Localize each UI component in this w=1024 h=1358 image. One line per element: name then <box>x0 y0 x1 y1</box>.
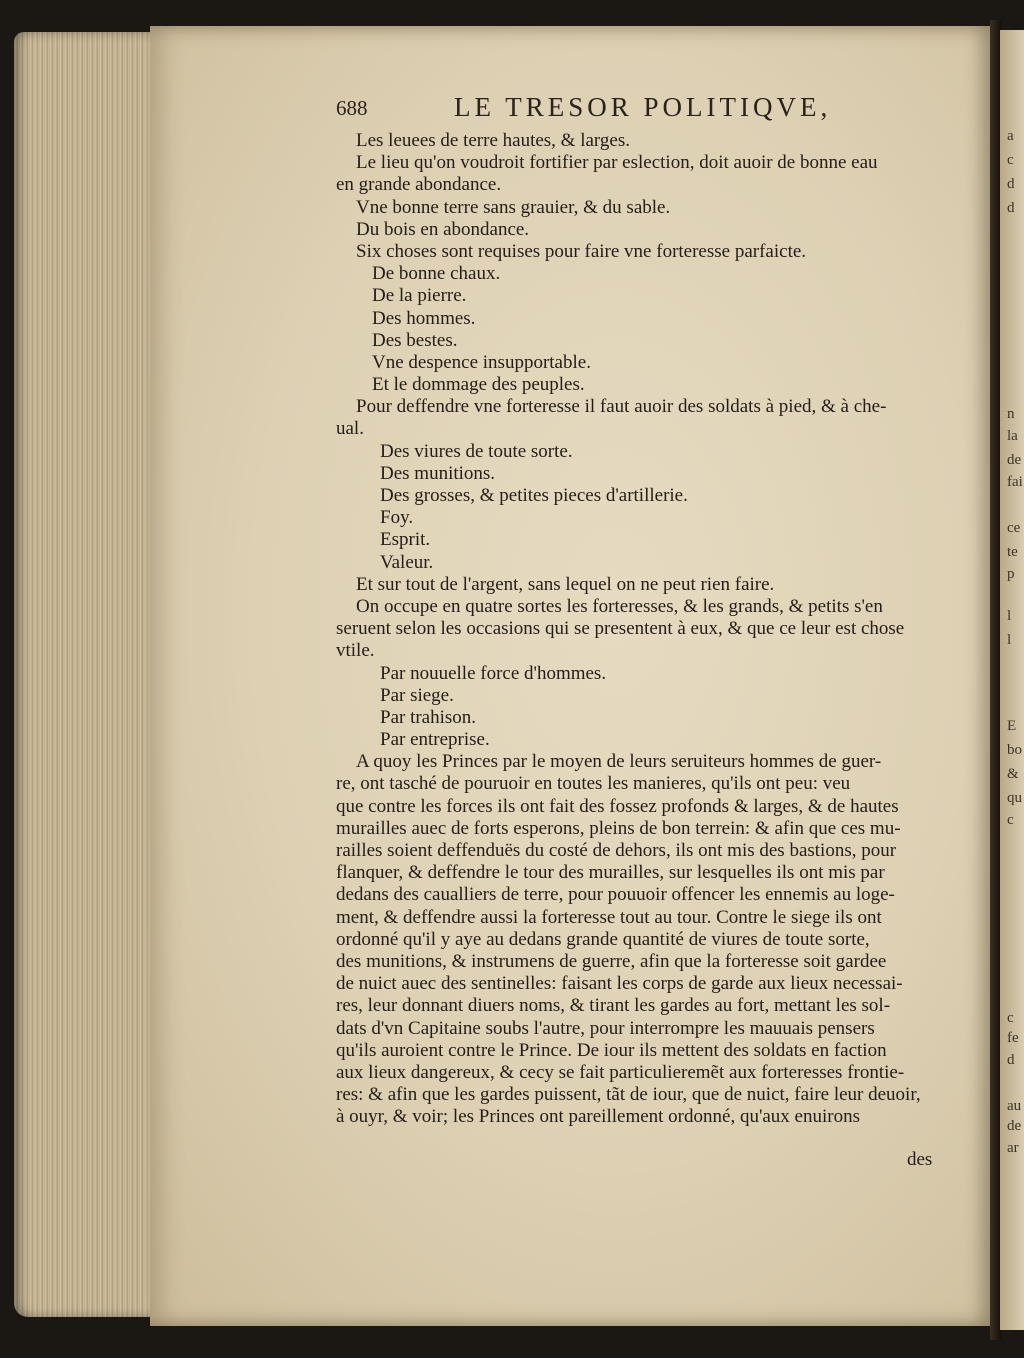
facing-page-fragment: & <box>1007 766 1019 782</box>
text-line: Vne despence insupportable. <box>372 351 591 373</box>
text-line: en grande abondance. <box>336 174 502 196</box>
text-line: re, ont tasché de pouruoir en toutes les manieres, qu'ils ont peu: veu <box>336 773 851 795</box>
facing-page-fragment: fai <box>1007 474 1023 490</box>
text-line: murailles auec de forts esperons, pleins de bon terrein: & afin que ces mu- <box>336 817 901 839</box>
text-line: On occupe en quatre sortes les forteresses, & les grands, & petits s'en <box>356 595 883 617</box>
text-line: dats d'vn Capitaine soubs l'autre, pour interrompre les mauuais pensers <box>336 1017 875 1039</box>
text-line: Esprit. <box>380 529 431 551</box>
text-line: Par entreprise. <box>380 729 490 751</box>
text-line: Du bois en abondance. <box>356 218 530 240</box>
text-line: Vne bonne terre sans grauier, & du sable. <box>356 196 671 218</box>
facing-page-fragment: a <box>1007 128 1014 144</box>
text-line: Par siege. <box>380 684 454 706</box>
facing-page-fragment: te <box>1007 544 1018 560</box>
page-text <box>336 130 948 1128</box>
facing-page-fragment: d <box>1007 200 1015 216</box>
text-line: ordonné qu'il y aye au dedans grande quantité de viures de toute sorte, <box>336 928 870 950</box>
facing-page-fragment: l <box>1007 632 1012 648</box>
text-line: qu'ils auroient contre le Prince. De iour ils mettent des soldats en faction <box>336 1039 887 1061</box>
text-line: railles soient deffenduës du costé de dehors, ils ont mis des bastions, pour <box>336 840 897 861</box>
text-line: de nuict auec des sentinelles: faisant les corps de garde aux lieux necessai- <box>336 973 903 995</box>
text-line: res, leur donnant diuers noms, & tirant les gardes au fort, mettant les sol- <box>336 995 891 1017</box>
text-line: ment, & deffendre aussi la forteresse tout au tour. Contre le siege ils ont <box>336 906 882 928</box>
facing-page-fragment: la <box>1007 428 1018 444</box>
text-line: Des hommes. <box>372 307 476 329</box>
text-line: aux lieux dangereux, & cecy se fait particulierem͏ẽt aux forteresses frontie- <box>336 1061 905 1083</box>
text-line: Par trahison. <box>380 706 477 728</box>
text-line: De bonne chaux. <box>372 263 501 285</box>
text-line: Et sur tout de l'argent, sans lequel on ne peut rien faire. <box>356 573 775 595</box>
text-line: Des bestes. <box>372 329 458 351</box>
text-line: De la pierre. <box>372 285 467 307</box>
text-line: Des viures de toute sorte. <box>380 440 573 462</box>
text-line: Pour deffendre vne forteresse il faut auoir des soldats à pied, & à che- <box>356 396 887 418</box>
facing-page-fragment: d <box>1007 1052 1015 1068</box>
page-block-edge <box>14 32 164 1317</box>
facing-page-fragment: d <box>1007 176 1015 192</box>
text-line: res: & afin que les gardes puissent, tãt de iour, que de nuict, faire leur deuoir, <box>336 1084 921 1106</box>
text-line: que contre les forces ils ont fait des fossez profonds & larges, & de hautes <box>336 795 899 817</box>
facing-page-fragment: au <box>1007 1098 1022 1114</box>
text-line: A quoy les Princes par le moyen de leurs seruiteurs hommes de guer- <box>356 751 882 773</box>
facing-page-fragment: c <box>1007 152 1014 168</box>
running-title: LE TRESOR POLITIQVE, <box>454 92 832 122</box>
facing-page-fragment: c <box>1007 812 1014 828</box>
facing-page-fragment: bo <box>1007 742 1022 758</box>
facing-page-fragment: c <box>1007 1010 1014 1026</box>
facing-page-fragment: p <box>1007 566 1015 582</box>
text-line: Les leuees de terre hautes, & larges. <box>356 130 630 151</box>
text-line: ual. <box>336 418 364 440</box>
facing-page-fragment: l <box>1007 608 1012 624</box>
text-line: Des grosses, & petites pieces d'artillerie. <box>380 485 688 506</box>
facing-page-fragment: qu <box>1007 790 1022 806</box>
text-line: Et le dommage des peuples. <box>372 374 585 396</box>
facing-page-fragment: de <box>1007 452 1022 468</box>
text-line: des munitions, & instrumens de guerre, afin que la forteresse soit gardee <box>336 950 887 972</box>
text-line: Par nouuelle force d'hommes. <box>380 662 607 684</box>
facing-page <box>1000 30 1024 1330</box>
text-line: vtile. <box>336 640 375 662</box>
page-number: 688 <box>336 96 368 120</box>
facing-page-fragment: de <box>1007 1118 1022 1134</box>
facing-page-fragment: n <box>1007 406 1015 422</box>
text-line: Six choses sont requises pour faire vne forteresse parfaicte. <box>356 240 807 262</box>
text-line: Des munitions. <box>380 462 496 484</box>
facing-page-fragment: E <box>1007 718 1017 734</box>
text-line: flanquer, & deffendre le tour des murailles, sur lesquelles ils ont mis par <box>336 862 885 884</box>
page-header <box>336 92 946 132</box>
text-line: Le lieu qu'on voudroit fortifier par eslection, doit auoir de bonne eau <box>356 152 878 174</box>
text-line: Valeur. <box>380 551 434 573</box>
catchword: des <box>907 1149 933 1170</box>
text-line: seruent selon les occasions qui se presentent à eux, & que ce leur est chose <box>336 618 905 640</box>
facing-page-fragment: ce <box>1007 520 1021 536</box>
facing-page-fragment: ar <box>1007 1140 1019 1156</box>
facing-page-fragment: fe <box>1007 1030 1019 1046</box>
text-line: dedans des caualliers de terre, pour pouuoir offencer les ennemis au loge- <box>336 884 895 906</box>
text-line: Foy. <box>380 507 414 529</box>
text-line: à ouyr, & voir; les Princes ont pareillement ordonné, qu'aux enuirons <box>336 1106 860 1128</box>
